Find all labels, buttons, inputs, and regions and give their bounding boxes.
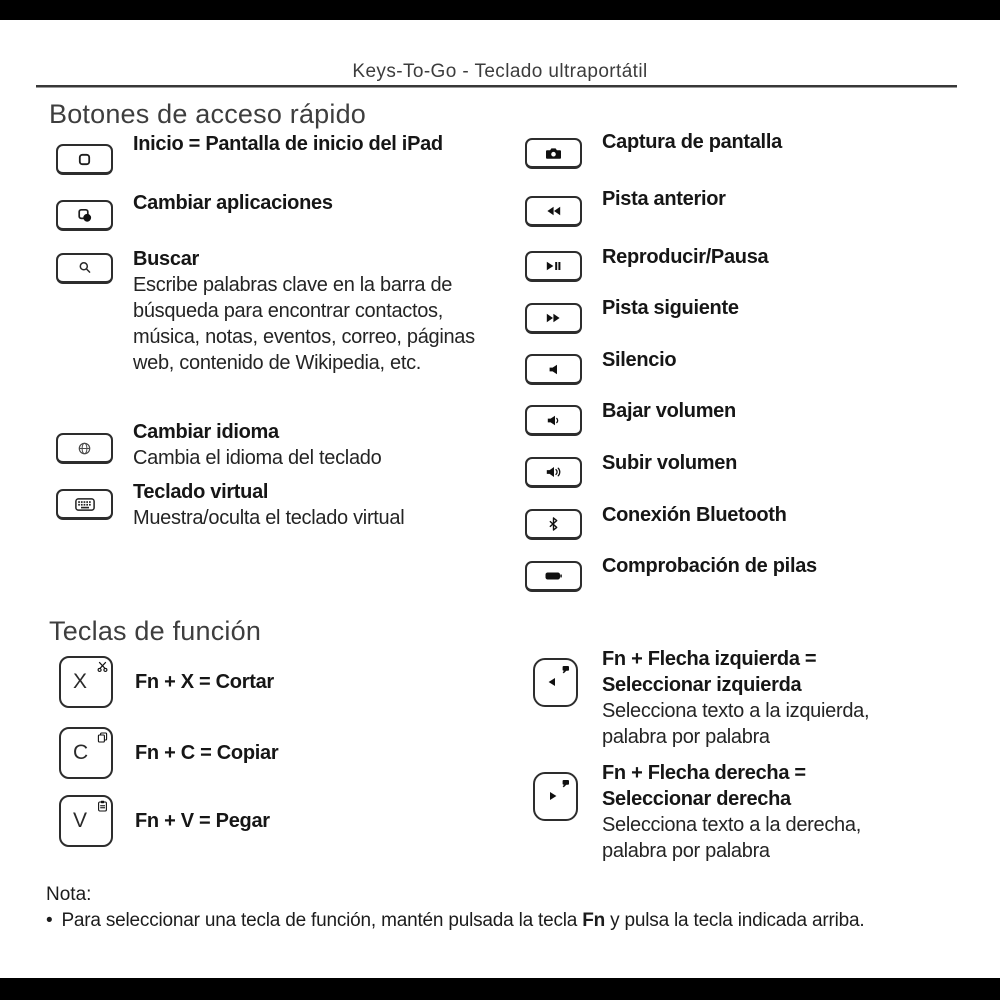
quick-access-title: Bajar volumen xyxy=(602,400,736,422)
virtual-keyboard-icon xyxy=(75,498,95,511)
volume-up-key xyxy=(525,457,582,488)
function-key-title: Fn + Flecha derecha = Seleccionar derecha xyxy=(602,762,806,810)
function-key-label: Fn + X = Cortar xyxy=(135,671,274,693)
quick-access-description: Escribe palabras clave en la barra de búsqueda para encontrar contactos, música, notas, eventos, correo, páginas web, contenido de Wikipedia, etc. xyxy=(133,274,475,374)
quick-access-text xyxy=(602,186,962,212)
header-divider xyxy=(36,85,957,88)
bluetooth-icon xyxy=(549,517,558,531)
quick-access-title: Subir volumen xyxy=(602,452,738,474)
function-key-description: Selecciona texto a la izquierda, palabra por palabra xyxy=(602,700,870,748)
quick-access-title: Cambiar idioma xyxy=(133,421,279,443)
key-letter: X xyxy=(73,670,88,693)
quick-access-text xyxy=(602,244,962,270)
note-text-before: Para seleccionar una tecla de función, mantén pulsada la tecla xyxy=(61,910,583,931)
function-keys-heading: Teclas de función xyxy=(49,616,262,646)
function-key-label: Fn + C = Copiar xyxy=(135,742,279,764)
mute-key xyxy=(525,354,582,385)
app-switcher-icon xyxy=(77,208,93,223)
note-text-after: y pulsa la tecla indicada arriba. xyxy=(605,910,865,931)
quick-access-title: Inicio = Pantalla de inicio del iPad xyxy=(133,133,443,155)
quick-access-text xyxy=(602,553,962,579)
quick-access-text xyxy=(602,129,962,155)
quick-access-text xyxy=(602,347,962,373)
volume-down-icon xyxy=(547,415,561,426)
quick-access-title: Reproducir/Pausa xyxy=(602,246,769,268)
note-bold-fn: Fn xyxy=(582,910,606,931)
quick-access-title: Comprobación de pilas xyxy=(602,555,817,577)
globe-key xyxy=(56,433,113,464)
function-key-title: Fn + Flecha izquierda = Seleccionar izquierda xyxy=(602,648,817,696)
quick-access-description: Muestra/oculta el teclado virtual xyxy=(133,507,405,529)
document-title: Keys-To-Go - Teclado ultraportátil xyxy=(352,61,648,82)
quick-access-title: Buscar xyxy=(133,248,200,270)
volume-down-key xyxy=(525,405,582,436)
function-key-description: Selecciona texto a la derecha, palabra por palabra xyxy=(602,814,861,862)
note-text xyxy=(46,910,864,932)
quick-access-title: Cambiar aplicaciones xyxy=(133,192,333,214)
quick-access-text xyxy=(133,419,478,471)
cut-icon xyxy=(97,661,108,672)
top-letterbox-bar xyxy=(0,0,1000,20)
v-key xyxy=(59,795,113,847)
right-arrow-select-icon xyxy=(535,774,576,819)
function-key-label: Fn + V = Pegar xyxy=(135,810,270,832)
home-key xyxy=(56,144,113,175)
previous-track-icon xyxy=(546,206,561,216)
battery-check-key xyxy=(525,561,582,592)
search-key xyxy=(56,253,113,284)
function-key-text xyxy=(602,760,912,864)
quick-access-text xyxy=(133,131,478,157)
left-arrow-select-icon xyxy=(535,660,576,705)
quick-access-description: Cambia el idioma del teclado xyxy=(133,447,382,469)
camera-key xyxy=(525,138,582,169)
left-arrow-select-key xyxy=(533,658,578,707)
quick-access-text xyxy=(602,398,962,424)
copy-icon xyxy=(97,732,108,743)
quick-access-text xyxy=(133,246,478,376)
bottom-letterbox-bar xyxy=(0,978,1000,1000)
c-key xyxy=(59,727,113,779)
search-icon xyxy=(78,261,92,275)
key-letter: V xyxy=(73,809,88,832)
play-pause-icon xyxy=(546,261,561,271)
key-letter: C xyxy=(73,741,89,764)
quick-access-title: Pista siguiente xyxy=(602,297,739,319)
right-arrow-select-key xyxy=(533,772,578,821)
virtual-keyboard-key xyxy=(56,489,113,520)
camera-icon xyxy=(545,147,562,160)
next-track-icon xyxy=(546,313,561,323)
quick-access-title: Captura de pantalla xyxy=(602,131,782,153)
home-icon xyxy=(77,152,92,167)
quick-access-title: Conexión Bluetooth xyxy=(602,504,787,526)
next-track-key xyxy=(525,303,582,334)
quick-access-text xyxy=(602,502,962,528)
quick-access-text xyxy=(133,479,478,531)
previous-track-key xyxy=(525,196,582,227)
quick-access-title: Silencio xyxy=(602,349,677,371)
paste-icon xyxy=(97,800,108,812)
app-switcher-key xyxy=(56,200,113,231)
quick-access-text xyxy=(133,190,478,216)
volume-up-icon xyxy=(546,466,562,478)
quick-access-heading: Botones de acceso rápido xyxy=(49,99,367,129)
quick-access-title: Pista anterior xyxy=(602,188,726,210)
mute-icon xyxy=(548,364,559,375)
quick-access-text xyxy=(602,450,962,476)
battery-check-icon xyxy=(545,572,562,580)
quick-access-title: Teclado virtual xyxy=(133,481,269,503)
x-key xyxy=(59,656,113,708)
play-pause-key xyxy=(525,251,582,282)
function-key-text xyxy=(602,646,912,750)
quick-access-text xyxy=(602,295,962,321)
bluetooth-key xyxy=(525,509,582,540)
globe-icon xyxy=(78,442,91,455)
note-label: Nota: xyxy=(46,884,92,905)
note-bullet: • xyxy=(46,910,53,931)
